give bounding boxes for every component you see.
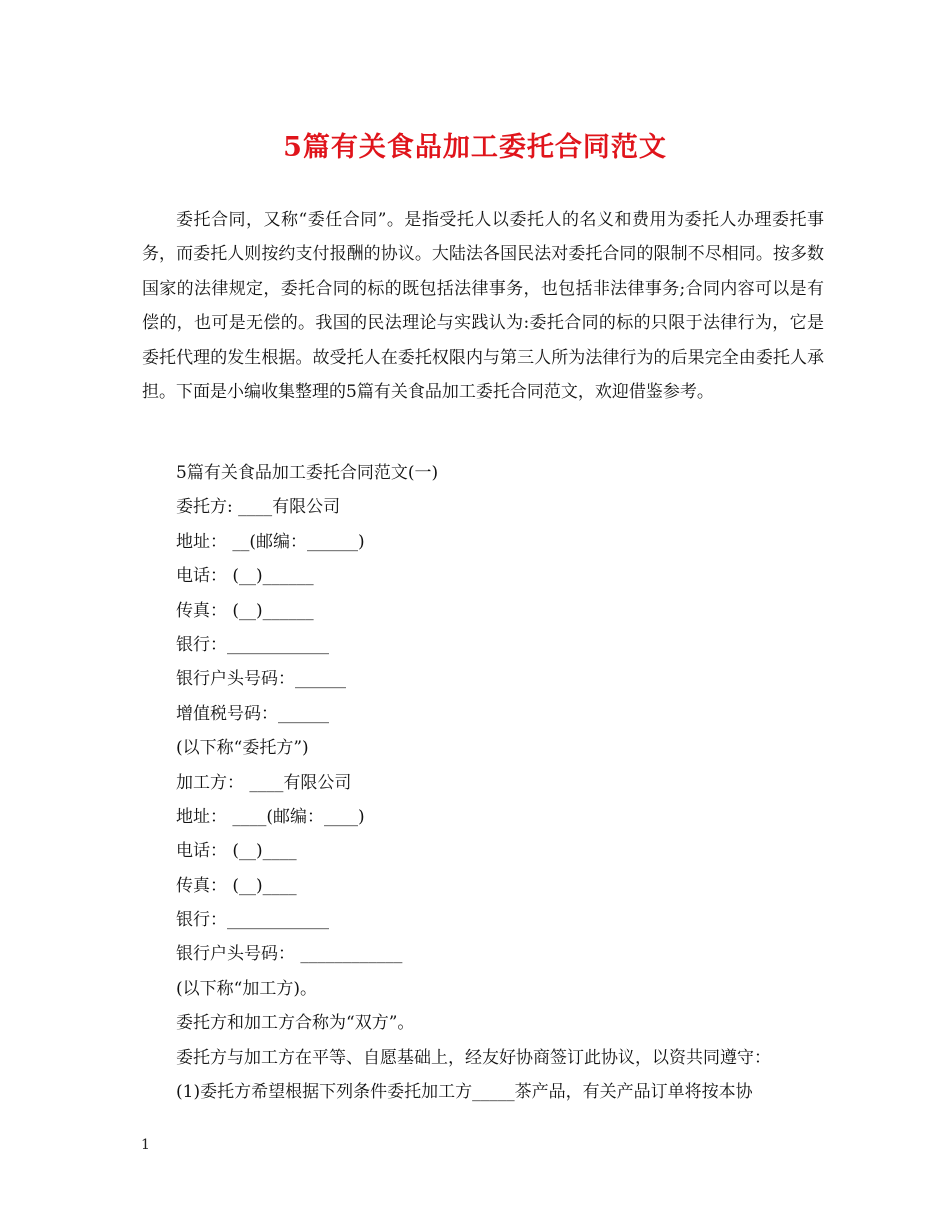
client-phone-line: 电话： (__)______ xyxy=(176,566,314,587)
contract-body xyxy=(176,456,836,1109)
processor-name-line: 加工方： ____有限公司 xyxy=(176,772,352,793)
agreement-preamble-line: 委托方与加工方在平等、自愿基础上，经友好协商签订此协议，以资共同遵守： xyxy=(176,1047,771,1068)
document-title: 5篇有关食品加工委托合同范文 xyxy=(283,132,667,163)
parties-definition-line: 委托方和加工方合称为“双方”。 xyxy=(176,1013,415,1034)
client-address-line: 地址： __(邮编：______) xyxy=(176,531,365,552)
section-heading: 5篇有关食品加工委托合同范文(一) xyxy=(176,463,439,483)
client-fax-line: 传真： (__)______ xyxy=(176,600,314,621)
clause-one-line: (1)委托方希望根据下列条件委托加工方_____茶产品，有关产品订单将按本协 xyxy=(176,1082,753,1103)
client-account-line: 银行户头号码：______ xyxy=(176,669,346,690)
processor-account-line: 银行户头号码： ____________ xyxy=(176,944,403,965)
client-bank-line: 银行：____________ xyxy=(176,634,329,655)
intro-paragraph: 委托合同，又称“委任合同”。是指受托人以委托人的名义和费用为委托人办理委托事务，而委托人则按约支付报酬的协议。大陆法各国民法对委托合同的限制不尽相同。按多数国家的法律规定，委托合同的标的既包括法律事务，也包括非法律事务;合同内容可以是有偿的，也可是无偿的。我国的民法理论与实践认为:委托合同的标的只限于法律行为，它是委托代理的发生根据。故受托人在委托权限内与第三人所为法律行为的后果完全由委托人承担。下面是小编收集整理的5篇有关食品加工委托合同范文，欢迎借鉴参考。 xyxy=(142,210,824,403)
client-tax-line: 增值税号码：______ xyxy=(176,703,329,724)
processor-phone-line: 电话： (__)____ xyxy=(176,841,297,862)
processor-bank-line: 银行：____________ xyxy=(176,910,329,931)
page-number: 1 xyxy=(141,1137,150,1153)
processor-address-line: 地址： ____(邮编：____) xyxy=(176,806,365,827)
client-name-line: 委托方: ____有限公司 xyxy=(176,497,341,518)
client-alias-line: (以下称“委托方”) xyxy=(176,738,309,759)
processor-fax-line: 传真： (__)____ xyxy=(176,875,297,896)
processor-alias-line: (以下称“加工方)。 xyxy=(176,978,317,999)
